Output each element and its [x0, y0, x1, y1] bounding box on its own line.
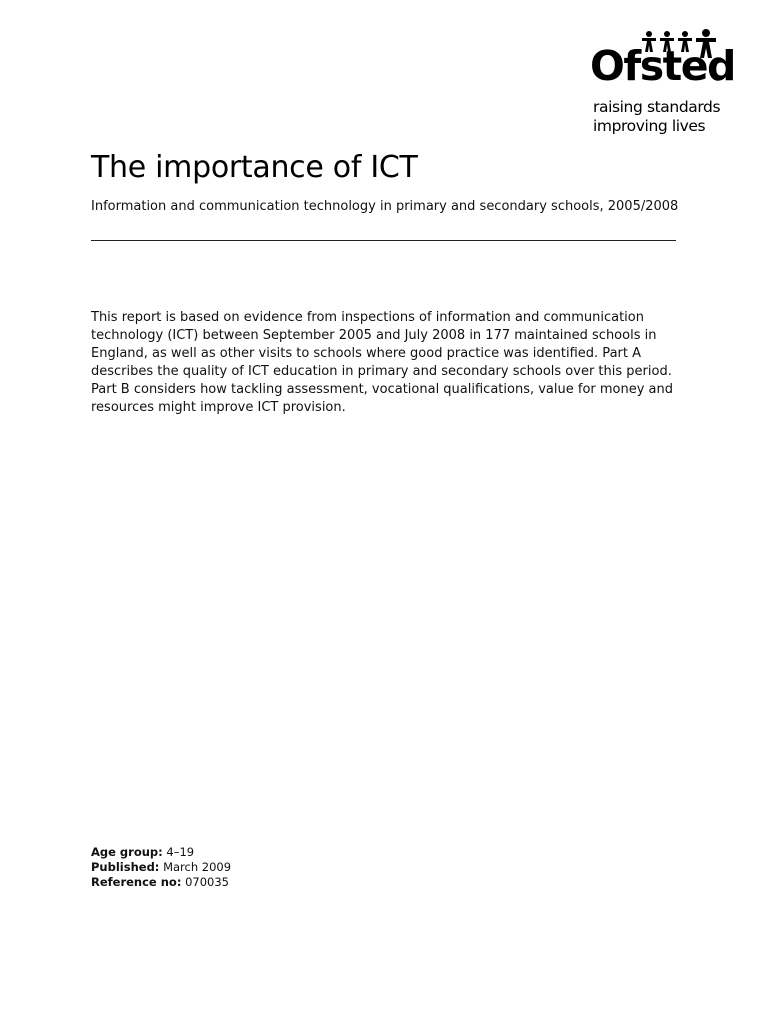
ofsted-logo	[588, 28, 738, 140]
ofsted-wordmark: Ofsted	[590, 42, 735, 90]
published-label: Published:	[91, 860, 160, 874]
tagline-line-1: raising standards	[593, 98, 721, 116]
tagline-line-2: improving lives	[593, 117, 706, 135]
ofsted-tagline	[593, 98, 720, 136]
age-group-label: Age group:	[91, 845, 163, 859]
title-divider	[91, 240, 676, 241]
published-value: March 2009	[163, 860, 232, 874]
age-group-row	[91, 845, 231, 860]
report-subtitle: Information and communication technology in primary and secondary schools, 2005/2008	[91, 199, 679, 214]
report-title: The importance of ICT	[91, 150, 418, 185]
report-metadata	[91, 845, 231, 890]
report-summary: This report is based on evidence from inspections of information and communication technology (ICT) between September 2005 and July 2008 in 177 maintained schools in England, as well as other visits to schools where good practice was identified. Part A describes the quality of ICT education in primary and secondary schools over this period. Part B considers how tackling assessment, vocational qualifications, value for money and resources might improve ICT provision.	[91, 310, 674, 415]
reference-row	[91, 875, 231, 890]
age-group-value: 4–19	[166, 845, 195, 859]
published-row	[91, 860, 231, 875]
reference-value: 070035	[185, 875, 229, 889]
reference-label: Reference no:	[91, 875, 182, 889]
